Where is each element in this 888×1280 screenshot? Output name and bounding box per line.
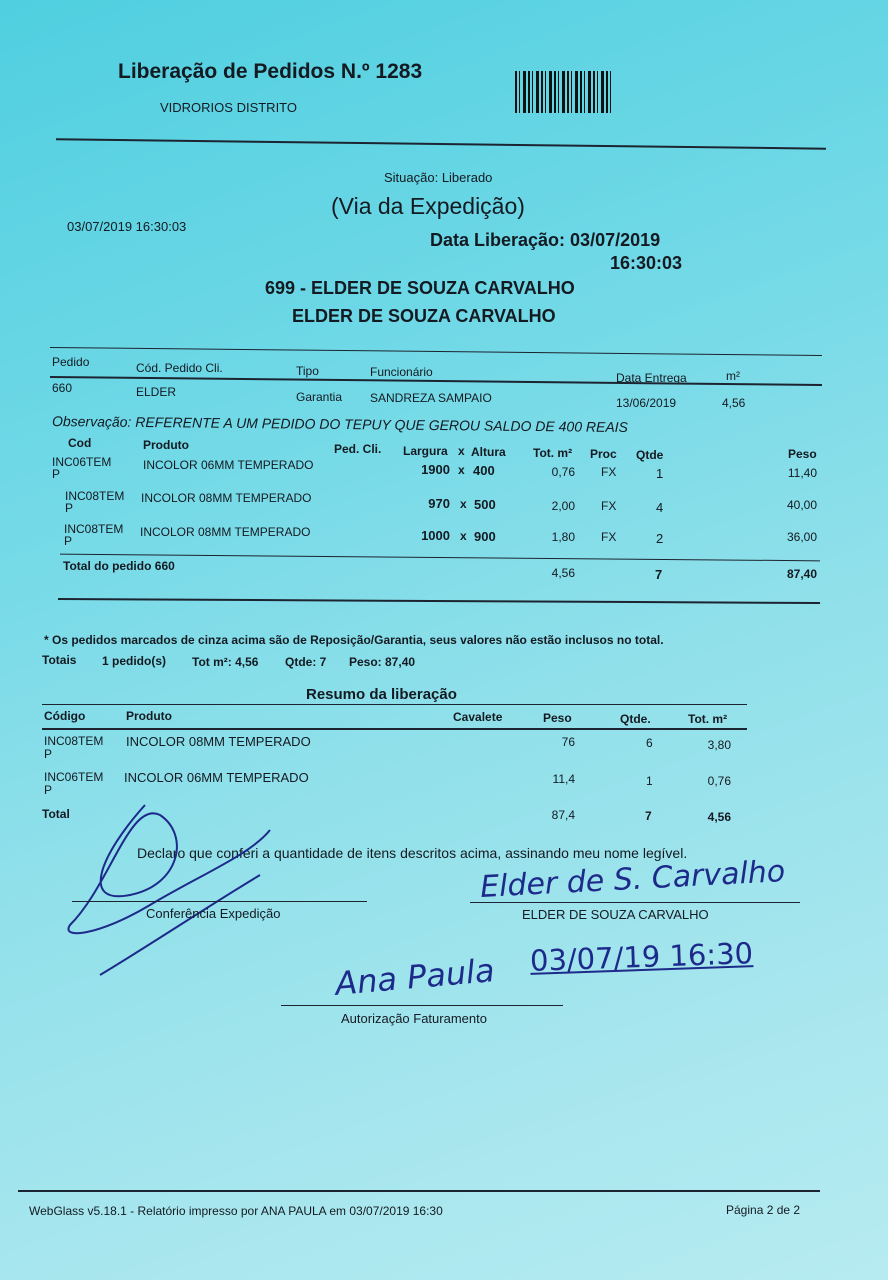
totals-qtde: Qtde: 7: [285, 655, 327, 669]
summary-cod: INC06TEM: [44, 770, 104, 784]
footer-rule: [18, 1190, 820, 1192]
item-largura: 1000: [421, 528, 450, 543]
item-qtde: 1: [656, 466, 664, 481]
summary-peso: 11,4: [552, 772, 575, 786]
authorization-handwritten-signature: Ana Paula: [333, 951, 496, 1003]
item-cod-suffix: P: [65, 501, 74, 515]
val-data-entrega: 13/06/2019: [616, 396, 677, 410]
item-x: x: [458, 463, 465, 477]
item-peso: 36,00: [786, 530, 817, 544]
val-tipo: Garantia: [296, 390, 343, 404]
item-cod: INC06TEM: [52, 455, 112, 469]
item-proc: FX: [601, 465, 617, 479]
summary-title: Resumo da liberação: [306, 686, 457, 703]
col-funcionario: Funcionário: [370, 365, 433, 379]
summary-produto: INCOLOR 06MM TEMPERADO: [124, 770, 309, 785]
item-cod-suffix: P: [64, 534, 73, 548]
item-produto: INCOLOR 08MM TEMPERADO: [141, 491, 312, 505]
item-qtde: 4: [656, 500, 664, 515]
item-col-qtde: Qtde: [636, 448, 664, 462]
item-col-altura: Altura: [471, 445, 506, 459]
note-text: * Os pedidos marcados de cinza acima são de Reposição/Garantia, seus valores não estão inclusos no total.: [44, 633, 664, 647]
col-tipo: Tipo: [296, 364, 319, 378]
summary-col-cavalete: Cavalete: [453, 710, 503, 724]
order-top-rule: [50, 347, 822, 356]
item-proc: FX: [601, 530, 617, 544]
item-col-ped-cli: Ped. Cli.: [334, 442, 382, 456]
item-x: x: [460, 497, 467, 511]
summary-total-label: Total: [42, 807, 70, 821]
item-col-tot-m2: Tot. m²: [533, 446, 573, 460]
summary-total-m2: 4,56: [707, 810, 731, 824]
summary-col-qtde: Qtde.: [620, 712, 651, 726]
item-tot-m2: 2,00: [551, 499, 575, 513]
summary-col-tot-m2: Tot. m²: [688, 712, 728, 726]
item-tot-m2: 1,80: [551, 530, 575, 544]
item-col-peso: Peso: [788, 447, 817, 461]
item-x: x: [460, 529, 467, 543]
conference-label: Conferência Expedição: [146, 906, 281, 921]
footer-page-number: Página 2 de 2: [726, 1203, 801, 1217]
item-altura: 500: [474, 497, 496, 512]
release-date: Data Liberação: 03/07/2019: [430, 230, 661, 250]
summary-total-peso: 87,4: [551, 808, 575, 822]
handwritten-date: 03/07/19 16:30: [529, 936, 754, 978]
summary-col-produto: Produto: [126, 709, 172, 723]
summary-header-rule: [42, 728, 747, 730]
val-funcionario: SANDREZA SAMPAIO: [370, 391, 492, 405]
summary-qtde: 1: [646, 774, 653, 788]
col-cod-cli: Cód. Pedido Cli.: [136, 361, 223, 375]
summary-produto: INCOLOR 08MM TEMPERADO: [126, 734, 311, 749]
footer-printed-by: WebGlass v5.18.1 - Relatório impresso por ANA PAULA em 03/07/2019 16:30: [29, 1204, 443, 1218]
items-bottom-rule: [58, 598, 820, 604]
totals-peso: Peso: 87,40: [349, 655, 416, 669]
client-signature-name: ELDER DE SOUZA CARVALHO: [522, 907, 709, 922]
conference-signature-line: [72, 901, 367, 902]
client-line-1: 699 - ELDER DE SOUZA CARVALHO: [265, 278, 575, 298]
report-title: Liberação de Pedidos N.º 1283: [118, 60, 423, 83]
totals-pedidos: 1 pedido(s): [102, 654, 167, 668]
col-m2: m²: [726, 369, 740, 383]
totals-m2: Tot m²: 4,56: [192, 655, 259, 669]
summary-total-qtde: 7: [645, 809, 652, 823]
client-handwritten-signature: Elder de S. Carvalho: [479, 854, 787, 905]
item-col-produto: Produto: [143, 438, 189, 452]
order-observation: Observação: REFERENTE A UM PEDIDO DO TEPUY QUE GEROU SALDO DE 400 REAIS: [51, 413, 629, 436]
barcode: [515, 71, 613, 113]
summary-top-rule: [42, 704, 747, 705]
header-divider: [56, 138, 826, 149]
item-largura: 1900: [421, 462, 450, 477]
client-signature-line: [470, 902, 800, 903]
summary-qtde: 6: [646, 736, 653, 750]
val-pedido: 660: [52, 381, 73, 395]
via-label: (Via da Expedição): [331, 193, 525, 219]
summary-col-codigo: Código: [44, 709, 86, 723]
item-largura: 970: [428, 496, 450, 511]
authorization-label: Autorização Faturamento: [341, 1011, 487, 1026]
item-col-largura: Largura: [403, 444, 448, 458]
summary-cod-suffix: P: [44, 783, 53, 797]
val-cod-cli: ELDER: [136, 385, 177, 399]
declaration-text: Declaro que conferi a quantidade de itens descritos acima, assinando meu nome legível.: [137, 845, 688, 861]
conference-signature: [60, 795, 290, 980]
item-col-x: x: [458, 444, 465, 458]
item-col-cod: Cod: [68, 436, 92, 450]
summary-peso: 76: [561, 735, 575, 749]
items-total-label: Total do pedido 660: [63, 559, 175, 573]
summary-tot-m2: 0,76: [707, 774, 731, 788]
items-total-peso: 87,40: [786, 567, 817, 581]
item-proc: FX: [601, 499, 617, 513]
release-time: 16:30:03: [610, 253, 683, 273]
summary-cod: INC08TEM: [44, 734, 104, 748]
item-peso: 11,40: [787, 466, 817, 480]
summary-col-peso: Peso: [543, 711, 572, 725]
printed-at: 03/07/2019 16:30:03: [67, 219, 187, 234]
summary-tot-m2: 3,80: [707, 738, 731, 752]
authorization-signature-line: [281, 1005, 563, 1006]
item-cod: INC08TEM: [65, 489, 125, 503]
client-line-2: ELDER DE SOUZA CARVALHO: [292, 306, 556, 326]
item-tot-m2: 0,76: [551, 465, 575, 479]
val-m2: 4,56: [722, 396, 746, 410]
item-altura: 400: [473, 463, 495, 478]
col-pedido: Pedido: [52, 355, 90, 369]
situation-label: Situação: Liberado: [384, 170, 493, 185]
item-peso: 40,00: [786, 498, 817, 512]
item-col-proc: Proc: [590, 447, 617, 461]
item-produto: INCOLOR 08MM TEMPERADO: [140, 525, 311, 539]
item-cod-suffix: P: [52, 467, 61, 481]
item-cod: INC08TEM: [64, 522, 124, 536]
summary-cod-suffix: P: [44, 747, 53, 761]
items-total-qtde: 7: [655, 567, 663, 582]
item-qtde: 2: [656, 531, 664, 546]
company-name: VIDRORIOS DISTRITO: [160, 100, 297, 115]
item-altura: 900: [474, 529, 496, 544]
items-total-m2: 4,56: [551, 566, 575, 580]
col-data-entrega: Data Entrega: [616, 371, 687, 385]
item-produto: INCOLOR 06MM TEMPERADO: [143, 458, 314, 472]
totals-label: Totais: [42, 653, 77, 667]
